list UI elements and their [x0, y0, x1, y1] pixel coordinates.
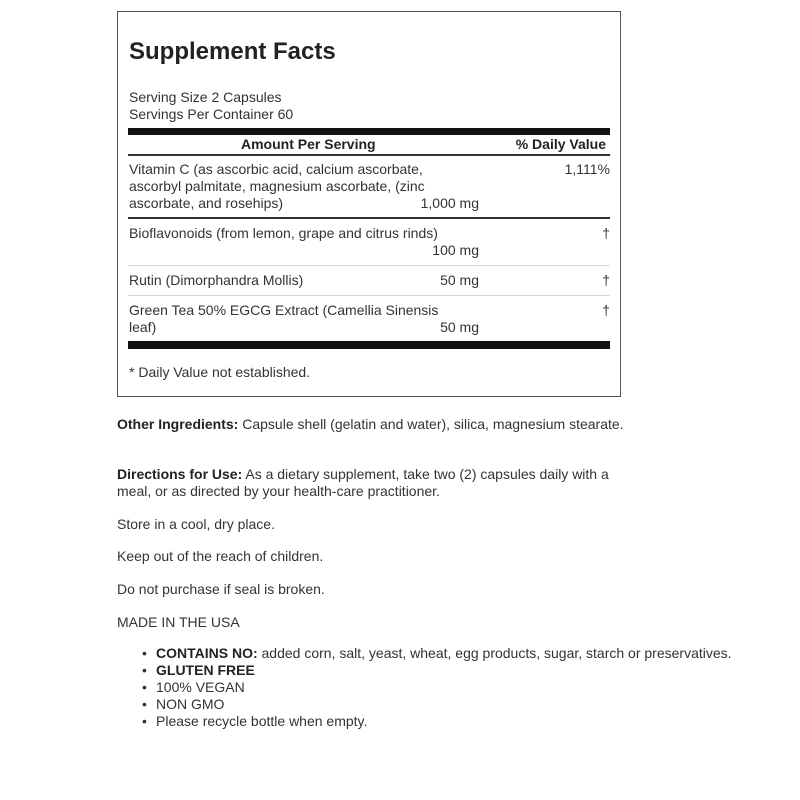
gluten-free-label: GLUTEN FREE — [156, 662, 255, 678]
row-divider — [128, 295, 610, 296]
seal-warning: Do not purchase if seal is broken. — [117, 581, 325, 597]
made-in-usa: MADE IN THE USA — [117, 614, 240, 630]
other-ingredients-text: Capsule shell (gelatin and water), silica, magnesium stearate. — [238, 416, 624, 432]
ingredient-green-tea-dv: † — [602, 302, 610, 318]
ingredient-line: Green Tea 50% EGCG Extract (Camellia Sinensis — [129, 302, 439, 318]
amount-per-serving-header: Amount Per Serving — [241, 136, 376, 152]
list-item-vegan: • 100% VEGAN — [117, 679, 732, 696]
storage-note: Store in a cool, dry place. — [117, 516, 275, 532]
ingredient-line: leaf) — [129, 319, 157, 335]
contains-no-text: added corn, salt, yeast, wheat, egg products, sugar, starch or preservatives. — [257, 645, 732, 661]
facts-title: Supplement Facts — [129, 38, 336, 65]
row-divider — [128, 265, 610, 266]
directions-for-use — [117, 466, 627, 500]
list-item-contains-no — [117, 645, 732, 662]
ingredient-rutin-name: Rutin (Dimorphandra Mollis) — [129, 272, 304, 288]
ingredient-green-tea-name — [129, 302, 438, 336]
ingredient-vitamin-c-dv: 1,111% — [564, 161, 610, 177]
product-claims-list — [117, 645, 732, 730]
ingredient-line: Vitamin C (as ascorbic acid, calcium ascorbate, — [129, 161, 423, 177]
serving-info — [129, 89, 293, 123]
header-divider — [128, 154, 610, 156]
daily-value-header: % Daily Value — [515, 136, 606, 152]
ingredient-green-tea-amount: 50 mg — [440, 319, 479, 335]
list-item-non-gmo: • NON GMO — [117, 696, 732, 713]
other-ingredients-label: Other Ingredients: — [117, 416, 239, 432]
row-divider — [128, 217, 610, 219]
other-ingredients — [117, 416, 627, 433]
list-item-recycle: • Please recycle bottle when empty. — [117, 713, 732, 730]
ingredient-bioflavonoids-amount: 100 mg — [432, 242, 479, 258]
ingredient-bioflavonoids-dv: † — [602, 225, 610, 241]
serving-size: Serving Size 2 Capsules — [129, 89, 282, 105]
supplement-facts-panel — [117, 11, 621, 397]
facts-header-row — [128, 135, 610, 153]
top-thick-rule — [128, 128, 610, 135]
directions-label: Directions for Use: — [117, 466, 243, 482]
ingredient-line: ascorbyl palmitate, magnesium ascorbate, (zinc — [129, 178, 425, 194]
servings-per-container: Servings Per Container 60 — [129, 106, 294, 122]
ingredient-line: ascorbate, and rosehips) — [129, 195, 284, 211]
contains-no-label: CONTAINS NO: — [156, 645, 258, 661]
ingredient-rutin-dv: † — [602, 272, 610, 288]
ingredient-vitamin-c-amount: 1,000 mg — [420, 195, 479, 211]
ingredient-rutin-amount: 50 mg — [440, 272, 479, 288]
ingredient-vitamin-c-name — [129, 161, 425, 212]
list-item-gluten-free — [117, 662, 732, 679]
bottom-thick-rule — [128, 341, 610, 349]
footnote: * Daily Value not established. — [129, 364, 311, 380]
children-warning: Keep out of the reach of children. — [117, 548, 324, 564]
ingredient-bioflavonoids-name: Bioflavonoids (from lemon, grape and citrus rinds) — [129, 225, 438, 241]
directions-text: As a dietary supplement, take two (2) capsules daily with a meal, or as directed by your health-care practitioner. — [117, 466, 609, 499]
